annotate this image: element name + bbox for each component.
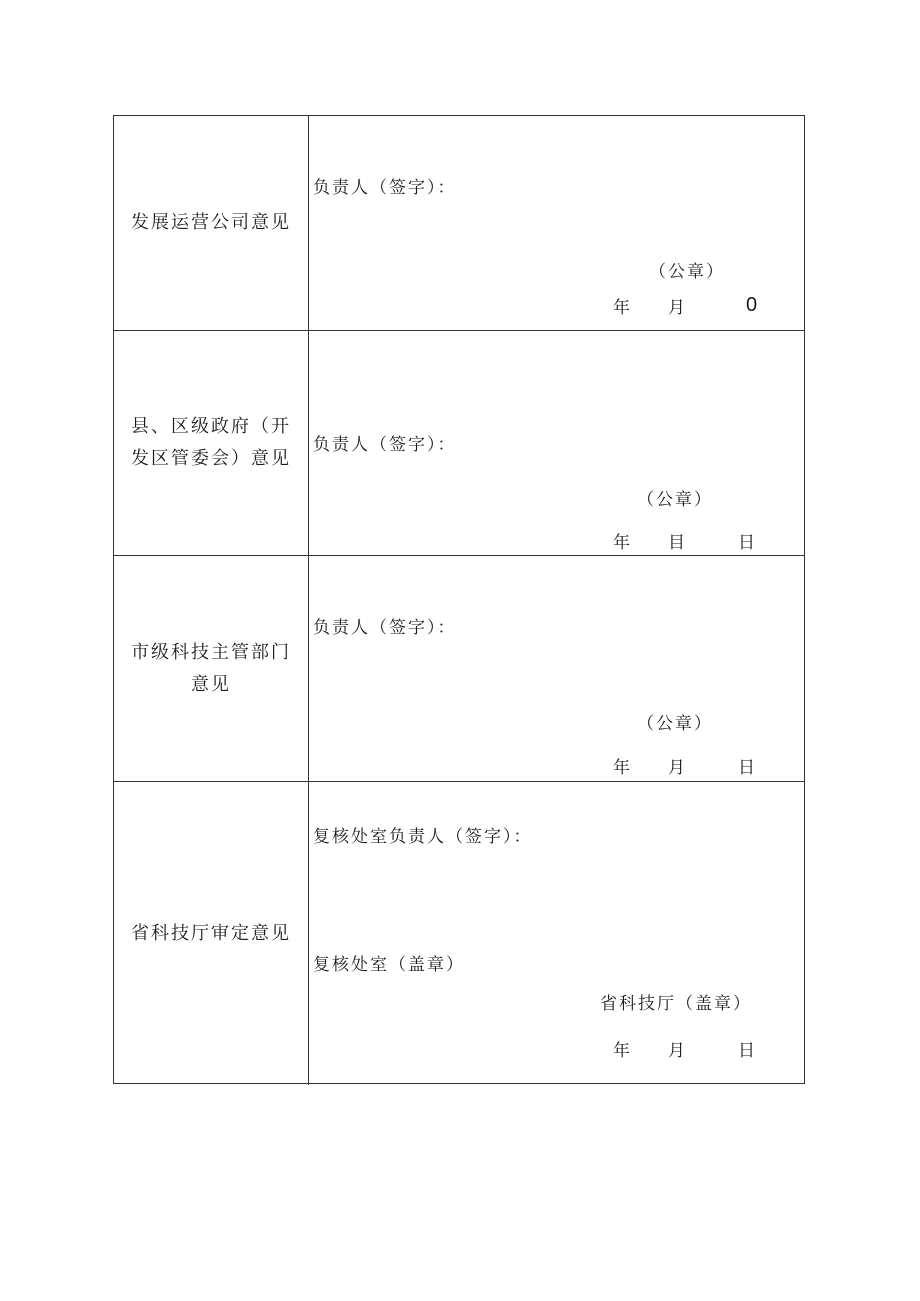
section-label-cell <box>114 782 309 1085</box>
signer-label: 负责人（签字）： <box>313 618 457 638</box>
seal-label: （公章） <box>637 490 713 510</box>
label-line: 发区管委会）意见 <box>131 448 291 469</box>
section-label-cell <box>114 556 309 781</box>
date-year: 年 <box>613 758 632 778</box>
section-provincial-science-dept <box>114 782 804 1085</box>
date-month: 月 <box>668 298 687 318</box>
section-label <box>131 411 291 475</box>
opinion-form-table <box>113 115 805 1084</box>
date-day: 0 <box>746 294 758 316</box>
section-content-cell <box>309 116 804 330</box>
section-label-cell <box>114 116 309 330</box>
section-city-science-dept <box>114 556 804 782</box>
signer-label: 负责人（签字）： <box>313 435 457 455</box>
date-year: 年 <box>613 533 632 553</box>
date-day: 日 <box>738 533 757 553</box>
section-content-cell <box>309 331 804 555</box>
section-content-cell <box>309 782 804 1085</box>
section-label <box>131 637 291 701</box>
signer-label: 负责人（签字）： <box>313 178 457 198</box>
label-line: 县、区级政府（开 <box>131 416 291 437</box>
dept-seal-label: 省科技厅（盖章） <box>600 994 752 1014</box>
section-content-cell <box>309 556 804 781</box>
signer-label: 复核处室负责人（签字）： <box>313 827 533 847</box>
section-label <box>131 918 291 950</box>
label-line: 意见 <box>191 673 231 695</box>
office-seal-label: 复核处室（盖章） <box>313 955 465 975</box>
section-county-government <box>114 331 804 556</box>
label-line: 发展运营公司意见 <box>131 212 291 233</box>
date-month: 目 <box>668 533 687 553</box>
date-day: 日 <box>738 1041 757 1061</box>
date-month: 月 <box>668 758 687 778</box>
label-line: 省科技厅审定意见 <box>131 922 291 944</box>
date-year: 年 <box>613 1041 632 1061</box>
section-label <box>131 207 291 239</box>
seal-label: （公章） <box>649 262 725 282</box>
seal-label: （公章） <box>637 714 713 734</box>
date-year: 年 <box>613 298 632 318</box>
section-label-cell <box>114 331 309 555</box>
label-line: 市级科技主管部门 <box>131 641 291 663</box>
date-day: 日 <box>738 758 757 778</box>
date-month: 月 <box>668 1041 687 1061</box>
section-development-company <box>114 116 804 331</box>
